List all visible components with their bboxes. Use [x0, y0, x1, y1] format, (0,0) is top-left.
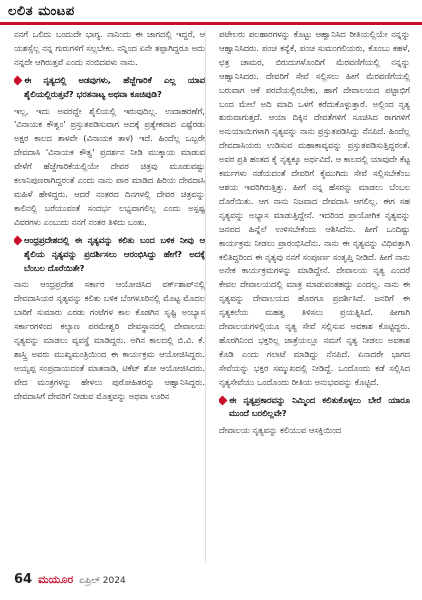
question-text: ಆಂಧ್ರಪ್ರದೇಶದಲ್ಲಿ ಈ ನೃತ್ಯವನ್ನು ಕಲಿತು ಬಂದ ಬಳಿಕ ನೀವು ಆ ಶೈಲಿಯ ನೃತ್ಯವನ್ನು ಪ್ರದರ್ಶಿಸಲು ಆರಂಭಿಸಿದ್ದು ಹೇಗೆ? ಅದಕ್ಕೆ ಬೆಂಬಲ ದೊರೆಯಿತೇ? [24, 234, 205, 273]
left-column [14, 28, 205, 566]
paragraph: ಪಟೇಲರು ಪಲಹಾರಗಳನ್ನು ಕೊಟ್ಟು ಆಹ್ವಾನಿಸಿದ ರೀತಿಯಲ್ಲಿಯೇ ನನ್ನನ್ನು ಆಹ್ವಾನಿಸಿದರು. ಪಂಚ ಕನ್ಯೆಕೆ, ಪಂಚ ಸುಮಂಗಲಿಯರು, ಕೊಂಬು ಕಹಳೆ, ಛತ್ರ ಚಾಮರ, ಬಿರುದುಗಳೊಂದಿಗೆ ಮೆರವಣಿಗೆಯಲ್ಲಿ ನನ್ನನ್ನು ಆಹ್ವಾನಿಸಿದರು. ದೇವರಿಗೆ ಸೇವೆ ಸಲ್ಲಿಸಲು ಹೀಗೆ ಮೆರವಣಿಗೆಯಲ್ಲಿ ಬರುವಾಗ ಆಕೆ ಪರದೆಯಲ್ಲಿರಬೇಕು, ಹಾಗೆ ದೇವಾಲಯದ ಪಟ್ಟಾಭಿಗೆ ಬಂದ ಮೇಲೆ ಅದಿ ಮಾದಿ ಒಳಗೆ ಕರೆದುಕೊಳ್ಳುತ್ತಾರೆ. ಅಲ್ಲಿಂದ ನೃತ್ಯ ಶುರುವಾಗುತ್ತದೆ. ಆಯಾ ದಿಕ್ಕಿನ ದೇವತೆಗಳಿಗೆ ಸೂಚಿಸಿದ ರಾಗಗಳಿಗೆ ಅನುಯಾಯಿಗಳಾಗಿ ನೃತ್ಯವನ್ನು ನಾನು ಪ್ರಸ್ತುತಪಡಿಸಿದ್ದು ನೆನಪಿದೆ. ಹಿಂದೆಲ್ಲ ದೇವದಾಸಿಯರು ಉಡಿಸುವ ಮಹಾಕಾವ್ಯವನ್ನು ಪ್ರಸ್ತುತಪಡಿಸುತ್ತಿದ್ದರಂತೆ. ಅವರ ಪ್ರತಿ ಹಂತದ ಕೈ ನೃತ್ಯಕ್ಕೂ ಅರ್ಥವಿದೆ. ಆ ಕಾಲದಲ್ಲಿ ಯಾವುದೇ ಕೆಟ್ಟ ಕರ್ಮಗಳು ನಡೆಯದಂತೆ ದೇವರಿಗೆ ಕೈಮುಗಿದು ಸೇವೆ ಸಲ್ಲಿಸಬೇಕೆಂಬ ಆಶಯ ಇವರಿಗಿರುತ್ತಿತ್ತು. ಹೀಗೆ ನನ್ನ ಹೆಸರನ್ನು ಮಾಡಲು ಬೆಂಬಲ ದೊರೆಯಿತು. ಆಗ ನಾನು ನಿಜವಾದ ದೇವದಾಸಿ ಆಗಲಿಲ್ಲ. ಈಗ ಸಹ ನೃತ್ಯವನ್ನು ಅಭ್ಯಾಸ ಮಾಡುತ್ತಿದ್ದೇನೆ. ಇದರಿಂದ ಪ್ರಾಯೋಗಿಕ ನೃತ್ಯವನ್ನು ಜನಪದ ಹಿನ್ನೆಲೆ ಉಳಿಸಬೇಕೆಂದು ಆಶಿಸಿದೆನು. ಹೀಗೆ ಒಂದಿಷ್ಟು ಕಾರ್ಯಕ್ರಮ ನೀಡಲು ಪ್ರಾರಂಭಿಸಿದೆನು. ನಾನು ಈ ನೃತ್ಯವನ್ನು ವಿಧಿವತ್ತಾಗಿ ಕಲಿತಿದ್ದರಿಂದ ಈ ನೃತ್ಯವು ನನಗೆ ಸಂಪೂರ್ಣ ಸಂತೃಪ್ತಿ ನೀಡಿದೆ. ಹೀಗೆ ನಾನು ಅನೇಕ ಕಾರ್ಯಕ್ರಮಗಳನ್ನು ಮಾಡಿದ್ದೇನೆ. ದೇವಾಲಯ ನೃತ್ಯ ಎಂದರೆ ಕೇವಲ ದೇವಾಲಯದಲ್ಲಿ ಮಾತ್ರ ಮಾಡುವಂತಹದ್ದು ಎಂದಲ್ಲ. ನಾನು ಈ ನೃತ್ಯವನ್ನು ದೇವಾಲಯದ ಹೊರಗೂ ಪ್ರದರ್ಶಿಸಿದೆ. ಜನರಿಗೆ ಈ ನೃತ್ಯಕಲೆಯ ಮಹತ್ವ ತಿಳಿಸಲು ಪ್ರಯತ್ನಿಸಿದೆ. ಹೀಗಾಗಿ ದೇವಾಲಯಗಳಲ್ಲಿಯೂ ನೃತ್ಯ ಸೇವೆ ಸಲ್ಲಿಸುವ ಅವಕಾಶ ಕೊಟ್ಟಿದ್ದರು. ಹೊರಗಿನಿಂದ ಭಕ್ತರಿಲ್ಲ ಜಾತ್ರೆಯಲ್ಲೂ ನಮಗೆ ನೃತ್ಯ ನೀಡಲು ಅವಕಾಶ ಕೊಡಿ ಎಂದು ಗಲಾಟೆ ಮಾಡಿದ್ದು ನೆನಪಿದೆ. ಏನಾದರೇ ಭಾಗದ ಸೇವೆಯನ್ನು ಭಕ್ತರ ಸಮ್ಮುಖದಲ್ಲಿ ನೀಡಿದ್ದೆ. ಒಂದೊಂದು ಕಡೆ ಸಲ್ಲಿಸಿದ ನೃತ್ಯಸೇವೆಯು ಒಂದೊಂದು ರೀತಿಯ ಅನುಭವವನ್ನು ಕೊಟ್ಟಿದೆ. [219, 29, 410, 387]
section-title: ಲಲಿತ ಮಂಟಪ [8, 4, 75, 19]
issue-date: ಏಪ್ರಿಲ್ 2024 [79, 576, 126, 586]
question-text: ಈ ನೃತ್ಯದಲ್ಲಿ ಅಡವುಗಳು, ಹೆಜ್ಜೆಗಾರಿಕೆ ಎಲ್ಲ ಯಾವ ಶೈಲಿಯಲ್ಲಿರುತ್ತವೆ? ಭರತನಾಟ್ಯ ಅಥವಾ ಕೂಚಿಪುಡಿ? [24, 74, 205, 99]
paragraph: ನನಗೆ ಒಲಿದು ಬಂದುದೇ ಭಾಗ್ಯ. ನಾನಿಂದು ಈ ಜಾಗದಲ್ಲಿ ಇದ್ದರೆ, ಆ ಯಶಸ್ಸೆಲ್ಲ ನನ್ನ ಗುರುಗಳಿಗೆ ಸಲ್ಲಬೇಕು. ನನ್ನಿಂದ ಏನೇ ತಪ್ಪಾಗಿದ್ದರೂ ಅದು ನನ್ನದೇ ಆಗಿರುತ್ತವೆ ಎಂದು ನಂಬಿದವಳು ನಾನು. [14, 29, 205, 67]
page-header [0, 0, 422, 22]
bullet-diamond-icon [14, 235, 22, 245]
paragraph: ನಾನು ಆಂಧ್ರಪ್ರದೇಶ ಸರ್ಕಾರ ಆಯೋಜಿಸಿದ ವರ್ಕ್‌ಶಾಪ್‌ನಲ್ಲಿ ದೇವದಾಸಿಯರ ನೃತ್ಯವನ್ನು ಕಲಿತು ಬಳಿಕ ಬೆಂಗಳೂರಿನಲ್ಲಿ ಮೊಟ್ಟ ಮೊದಲ ಬಾರಿಗೆ ಸುಮಾರು ಎರಡು ಗಂಟೆಗಳ ಕಾಲ ಕೊಡಗಿನ ಸೃಷ್ಟಿ ಅಂಬ್ಯಾಸ ಸರ್ಕಾರಗಳಿಂದ ಕಲ್ಯಾಣ ಪರಮೇಶ್ವರಿ ದೇವಸ್ಥಾನದಲ್ಲಿ ದೇವಾಲಯ ನೃತ್ಯವನ್ನು ಮಾಡಲು ವ್ಯವಸ್ಥೆ ಮಾಡಿದ್ದರು. ಅಗಿನ ಕಾಲದಲ್ಲಿ ಬಿ.ವಿ. ಕೆ. ಶಾಸ್ತ್ರಿ ಅವರು ಮುಖ್ಯಮಂತ್ರಿಯಿಂದ ಈ ಕಾರ್ಯಕ್ರಮ ಆಯೋಜಿಸಿದ್ದರು. ಅಯ್ಯಪ್ಪ ಸಂಪ್ರದಾಯದಂತೆ ಮಾತನಾಡಿ, ಟಿಕೆಟ್ ಶೋ ಆಯೋಜಿಸಿದರು. ವೇದ ಮಂತ್ರಗಳನ್ನು ಹೇಳಲು ಪುರೋಹಿತರನ್ನು ಆಹ್ವಾನಿಸಿದ್ದರು. ದೇವದಾಸಿಗೆ ದೇವರಿಗೆ ನೀಡುವ ಮೊತ್ತವನ್ನು ಅಥವಾ ಊರಿನ [14, 279, 205, 401]
question [14, 234, 205, 276]
article-body [14, 28, 410, 566]
paragraph: ದೇವಾಲಯ ನೃತ್ಯವನ್ನು ಕಲಿಯುವ ಆಸಕ್ತಿಯಿಂದ [219, 425, 342, 436]
question [14, 74, 205, 102]
magazine-logo: ಮಯೂರ [38, 573, 74, 586]
paragraph: ಇಲ್ಲ, ಇದು ಅವರದ್ದೇ ಶೈಲಿಯಲ್ಲಿ ಇರುವುದಿಲ್ಲ. ಉದಾಹರಣೆಗೆ, 'ವಿನಾಯಕ ಕೌತ್ವಂ' ಪ್ರಸ್ತುತಪಡಿಸುವಾಗ ಅದಕ್ಕೆ ಪ್ರತ್ಯೇಕವಾದ ಎಷ್ಟೆರಡು ಅಕ್ಷರ ಕಾಲದ ತಾಳವೇ (ವಿನಾಯಕ ತಾಳ) ಇದೆ. ಹಿಂದೆಲ್ಲ ಒಬ್ಬರೇ ದೇವದಾಸಿ 'ವಿನಾಯಕ ಕೌತ್ವ' ಪ್ರದರ್ಶನ ನೀಡಿ ಮುಕ್ಕಾಯ ಮಾಡುವ ವೇಳೆಗೆ ಹೆಜ್ಜೆಗಾರಿಕೆಯಲ್ಲಿಯೇ ದೇವರ ಚಿತ್ರವು ಮೂಡುವಷ್ಟು ಕಲಾನಿಪುಣರಾಗಿದ್ದರಂತೆ ಎಂದು ನಾನು ಪಾಠ ಮಾಡಿದ ಹಿರಿಯ ದೇವದಾಸಿ ಮಹಿಳೆ ಹೇಳಿದ್ದರು. ಆದರೆ ನಂತರದ ದಿನಗಳಲ್ಲಿ ದೇವರ ಚಿತ್ರವನ್ನು ಕಾಲಿನಲ್ಲಿ ಬರೆಯುವಂತೆ ಸಂದರ್ಭ ಲಭ್ಯವಾಗಲಿಲ್ಲ ಎಂದು ಅಸ್ಪಷ್ಟ ವಿವರಗಳು ಎಂಬುದು ನನಗೆ ನಂತರ ತಿಳಿದು ಬಂತು. [14, 105, 205, 227]
right-column [219, 28, 410, 566]
bullet-diamond-icon [14, 75, 22, 85]
page-number: 64 [14, 572, 33, 587]
column-divider [205, 30, 206, 562]
page-footer [14, 572, 126, 592]
bullet-diamond-icon [219, 395, 227, 405]
question-text: ಈ ನೃತ್ಯಪ್ರಕಾರವನ್ನು ನಿಮ್ಮಿಂದ ಕಲಿತುಕೊಳ್ಳಲು ಬೇರೆ ಯಾರೂ ಮುಂದೆ ಬರಲಿಲ್ಲವೇ? [229, 394, 410, 419]
question [219, 394, 410, 422]
header-rule [0, 22, 422, 25]
